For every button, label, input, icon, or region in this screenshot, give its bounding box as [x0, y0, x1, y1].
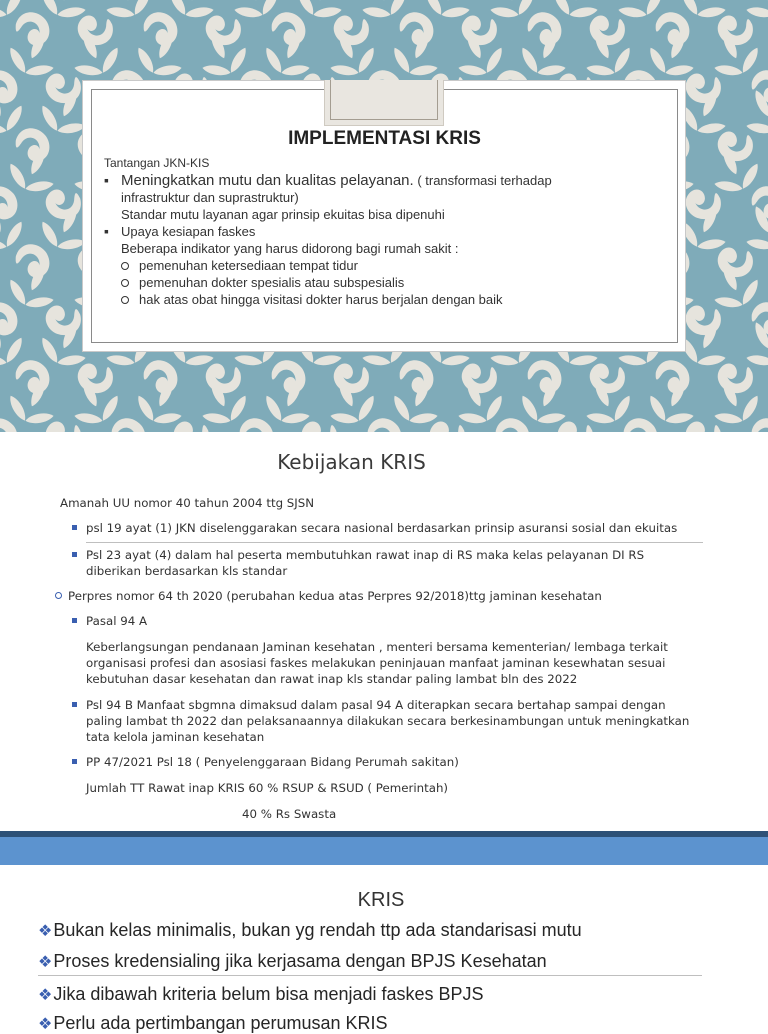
kris-list-item [38, 1013, 388, 1034]
paisley-icon [203, 358, 245, 397]
paisley-icon [683, 300, 725, 339]
psl19-text: psl 19 ayat (1) JKN diselenggarakan secara nasional berdasarkan prinsip asuransi sosial dan ekuitas [86, 520, 677, 536]
separator-band [0, 837, 768, 865]
jumlah-tt-text: Jumlah TT Rawat inap KRIS 60 % RSUP & RSUD ( Pemerintah) [86, 780, 448, 796]
swasta-text: 40 % Rs Swasta [242, 806, 336, 822]
sub-item-text: hak atas obat hingga visitasi dokter harus berjalan dengan baik [139, 292, 503, 307]
paisley-icon [715, 358, 757, 397]
circle-bullet-icon [121, 262, 129, 270]
slide3-title: KRIS [0, 889, 762, 912]
kris-list-item [38, 951, 547, 972]
kris-item-text: Bukan kelas minimalis, bukan yg rendah ttp ada standarisasi mutu [53, 920, 581, 940]
sub-item-text: pemenuhan dokter spesialis atau subspesialis [139, 275, 404, 290]
paisley-icon [12, 125, 54, 164]
paisley-icon [43, 184, 85, 223]
kris-item-text: Proses kredensialing jika kerjasama dengan BPJS Kesehatan [53, 951, 546, 971]
diamond-bullet-icon: ❖ [38, 1016, 52, 1033]
slide1-subtitle: Tantangan JKN-KIS [104, 156, 209, 170]
diamond-bullet-icon: ❖ [38, 923, 52, 940]
p94b-line3: tata kelola jaminan kesehatan [86, 729, 264, 745]
paisley-icon [12, 9, 54, 48]
paisley-icon [652, 357, 694, 396]
circle-bullet-icon [121, 279, 129, 287]
square-bullet-icon [72, 702, 77, 707]
paisley-icon [396, 9, 438, 48]
p94a-line2: organisasi profesi dan asosiasi faskes melakukan peninjauan manfaat jaminan kesewhatan sesuai [86, 655, 665, 671]
circle-bullet-icon [55, 592, 62, 599]
diamond-bullet-icon: ❖ [38, 987, 52, 1004]
bullet-continuation: infrastruktur dan suprastruktur) [104, 189, 674, 206]
sub-item-text: pemenuhan ketersediaan tempat tidur [139, 258, 358, 273]
paisley-icon [12, 357, 54, 396]
sub-item [104, 291, 674, 308]
paisley-icon [587, 10, 629, 49]
divider-line [38, 975, 702, 976]
slide-kebijakan-kris [0, 432, 768, 832]
paisley-icon [268, 357, 310, 396]
p94b-line2: paling lambat th 2022 dan pelaksanaannya dilakukan secara berkesinambungan untuk meningkatkan [86, 713, 689, 729]
psl23-line2: diberikan berdasarkan kls standar [86, 563, 287, 579]
perpres-text: Perpres nomor 64 th 2020 (perubahan kedua atas Perpres 92/2018)ttg jaminan kesehatan [68, 588, 602, 604]
paisley-icon [203, 10, 245, 49]
paisley-icon [459, 10, 501, 49]
paisley-icon [715, 10, 757, 49]
paisley-icon [43, 300, 85, 339]
paisley-icon [140, 9, 182, 48]
paisley-icon [652, 9, 694, 48]
frame-tab-inner-decoration [330, 80, 438, 120]
leaf-sprig-icon [732, 79, 768, 145]
leaf-sprig-icon [732, 195, 768, 261]
slide-kris [0, 865, 768, 1024]
paisley-icon [715, 126, 757, 165]
sub-item [104, 274, 674, 291]
paisley-icon [459, 358, 501, 397]
square-bullet-icon [72, 552, 77, 557]
slide1-title: IMPLEMENTASI KRIS [91, 128, 678, 150]
square-bullet-icon: ▪ [104, 223, 109, 240]
square-bullet-icon [72, 759, 77, 764]
bullet-item-upaya [104, 223, 674, 240]
p94a-line3: kebutuhan dasar kesehatan dan rawat inap kls standar paling lambat bln des 2022 [86, 671, 577, 687]
square-bullet-icon [72, 525, 77, 530]
slide2-title: Kebijakan KRIS [0, 450, 703, 474]
paisley-icon [396, 357, 438, 396]
paisley-icon [43, 68, 85, 107]
bullet-text: Upaya kesiapan faskes [121, 224, 255, 239]
square-bullet-icon [72, 618, 77, 623]
paisley-icon [0, 183, 22, 222]
slide-implementasi-kris [0, 0, 768, 432]
sub-item [104, 257, 674, 274]
paisley-icon [331, 10, 373, 49]
kris-item-text: Perlu ada pertimbangan perumusan KRIS [53, 1013, 387, 1033]
pp47-text: PP 47/2021 Psl 18 ( Penyelenggaraan Bidang Perumah sakitan) [86, 754, 459, 770]
pasal94a-text: Pasal 94 A [86, 613, 147, 629]
kris-list-item [38, 984, 484, 1005]
psl23-line1: Psl 23 ayat (4) dalam hal peserta membutuhkan rawat inap di RS maka kelas pelayanan DI RS [86, 547, 644, 563]
amanah-text: Amanah UU nomor 40 tahun 2004 ttg SJSN [60, 495, 314, 511]
kris-list-item [38, 920, 582, 941]
paisley-icon [683, 68, 725, 107]
paisley-icon [0, 299, 22, 338]
square-bullet-icon: ▪ [104, 172, 109, 189]
paisley-icon [268, 9, 310, 48]
paisley-icon [683, 184, 725, 223]
paisley-icon [587, 358, 629, 397]
bullet-paren-text: ( transformasi terhadap [414, 173, 552, 188]
bullet-continuation: Standar mutu layanan agar prinsip ekuitas bisa dipenuhi [104, 206, 674, 223]
paisley-icon [75, 358, 117, 397]
paisley-icon [140, 357, 182, 396]
bullet-continuation: Beberapa indikator yang harus didorong bagi rumah sakit : [104, 240, 674, 257]
divider-line [86, 542, 703, 543]
leaf-sprig-icon [732, 311, 768, 377]
paisley-icon [0, 67, 22, 106]
paisley-icon [524, 357, 566, 396]
paisley-icon [524, 9, 566, 48]
bullet-item-mutu [104, 172, 674, 189]
paisley-icon [715, 242, 757, 281]
slide1-bullet-list [104, 172, 674, 308]
paisley-icon [331, 358, 373, 397]
paisley-icon [12, 241, 54, 280]
p94a-line1: Keberlangsungan pendanaan Jaminan kesehatan , menteri bersama kementerian/ lembaga terkait [86, 639, 668, 655]
p94b-line1: Psl 94 B Manfaat sbgmna dimaksud dalam pasal 94 A diterapkan secara bertahap sampai dengan [86, 697, 666, 713]
paisley-icon [75, 10, 117, 49]
circle-bullet-icon [121, 296, 129, 304]
kris-item-text: Jika dibawah kriteria belum bisa menjadi faskes BPJS [53, 984, 483, 1004]
diamond-bullet-icon: ❖ [38, 954, 52, 971]
bullet-main-text: Meningkatkan mutu dan kualitas pelayanan. [121, 172, 414, 189]
